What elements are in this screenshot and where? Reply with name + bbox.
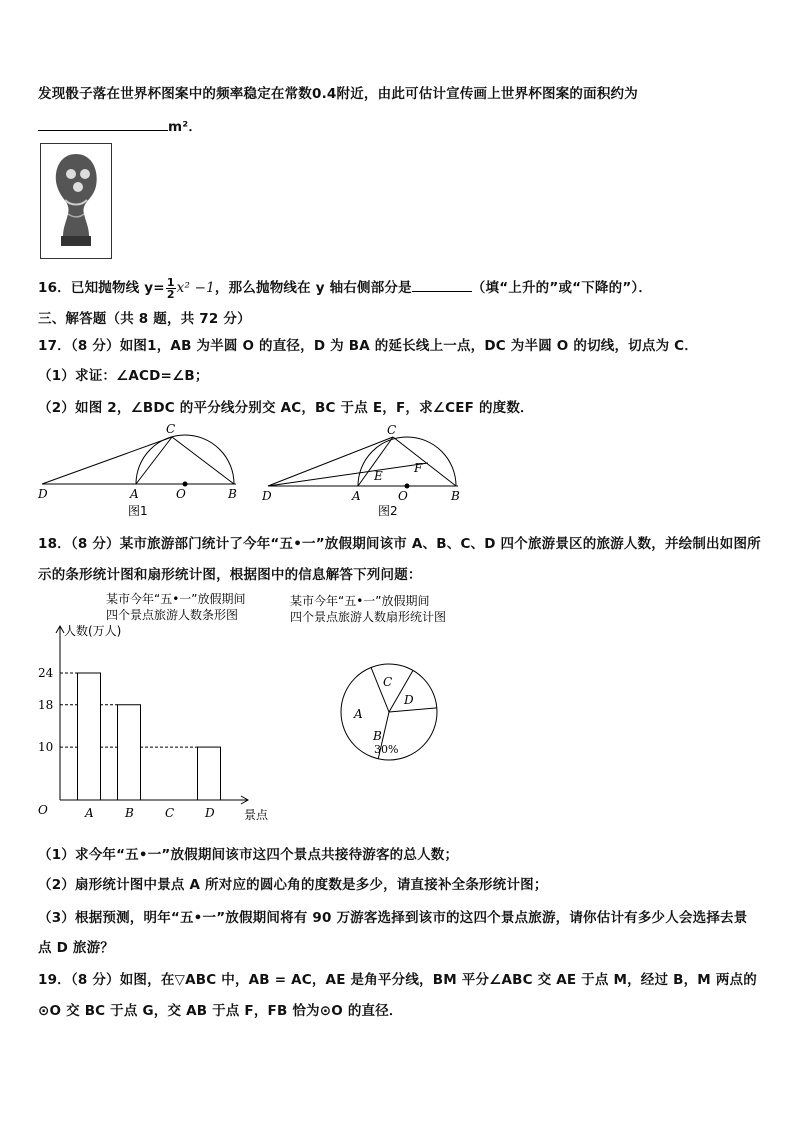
q18-part1: （1）求今年“五•一”放假期间该市这四个景点共接待游客的总人数； <box>38 847 459 863</box>
q19-line-2: ⊙O 交 BC 于点 G，交 AB 于点 F，FB 恰为⊙O 的直径． <box>38 1003 403 1019</box>
answer-blank[interactable] <box>412 291 472 292</box>
q17-part2: （2）如图 2，∠BDC 的平分线分别交 AC，BC 于点 E，F，求∠CEF 的度数． <box>38 400 534 416</box>
bar-B <box>118 705 141 800</box>
pie-chart-subtitle: 四个景点旅游人数扇形统计图 <box>290 610 447 624</box>
q16-prefix: 16．已知抛物线 y= <box>38 280 165 296</box>
bar-chart <box>34 590 294 828</box>
q16-hint: （填“上升的”或“下降的”）． <box>471 280 653 296</box>
figure-1 <box>36 420 246 520</box>
pie-chart <box>284 590 474 780</box>
x-tick-label: A <box>85 806 94 820</box>
label-b: B <box>228 487 237 501</box>
fraction <box>166 277 176 300</box>
label-e: E <box>374 469 383 483</box>
x-tick-label: D <box>205 806 215 820</box>
section-heading: 三、解答题（共 8 题，共 72 分） <box>38 311 251 327</box>
answer-blank[interactable] <box>38 130 168 131</box>
q16-text <box>38 276 652 300</box>
q15-text: 发现骰子落在世界杯图案中的频率稳定在常数0.4附近，由此可估计宣传画上世界杯图案的面积约为 <box>38 86 638 102</box>
y-axis-label: 人数(万人) <box>64 624 122 638</box>
q18-part3: （3）根据预测，明年“五•一”放假期间将有 90 万游客选择到该市的这四个景点旅游，请你估计有多少人会选择去景 <box>38 910 748 926</box>
q16-suffix: ，那么抛物线在 y 轴右侧部分是 <box>214 280 412 296</box>
q17-stem: 17．（8 分）如图1，AB 为半圆 O 的直径，D 为 BA 的延长线上一点，DC 为半圆 O 的切线，切点为 C． <box>38 338 698 354</box>
q19-line-1: 19．（8 分）如图，在▽ABC 中，AB = AC，AE 是角平分线，BM 平分∠ABC 交 AE 于点 M，经过 B，M 两点的 <box>38 972 757 988</box>
bar-chart-title: 某市今年“五•一”放假期间 <box>106 592 246 606</box>
figure-1-caption: 图1 <box>128 504 148 518</box>
pie-label-A: A <box>354 707 363 721</box>
q18-part3-cont: 点 D 旅游？ <box>38 940 115 956</box>
figure-2 <box>258 420 464 520</box>
figure-2-caption: 图2 <box>378 504 398 518</box>
x-tick-label: B <box>125 806 134 820</box>
label-f: F <box>414 461 423 475</box>
label-b: B <box>451 489 460 503</box>
q16-expression: x² −1 <box>176 280 215 296</box>
label-a: A <box>130 487 139 501</box>
label-d: D <box>38 487 48 501</box>
fraction-numerator: 1 <box>166 275 175 289</box>
q15-answer-line <box>38 115 202 135</box>
pie-annotation-B: 30% <box>374 743 399 756</box>
q18-stem-2: 示的条形统计图和扇形统计图，根据图中的信息解答下列问题： <box>38 567 422 583</box>
q15-unit: m²． <box>168 119 203 135</box>
pie-chart-title: 某市今年“五•一”放假期间 <box>290 594 430 608</box>
pie-label-B: B <box>373 729 382 743</box>
y-tick-label: 24 <box>38 666 54 680</box>
q17-part1: （1）求证：∠ACD=∠B； <box>38 368 209 384</box>
label-c: C <box>166 422 176 436</box>
pie-label-C: C <box>383 675 393 689</box>
bar-chart-subtitle: 四个景点旅游人数条形图 <box>106 608 239 622</box>
y-tick-label: 18 <box>38 697 54 712</box>
q18-stem-1: 18．（8 分）某市旅游部门统计了今年“五•一”放假期间该市 A、B、C、D 四个旅游景区的旅游人数，并绘制出如图所 <box>38 536 761 552</box>
world-cup-image <box>40 143 112 259</box>
label-a: A <box>352 489 361 503</box>
x-tick-label: C <box>165 806 175 820</box>
label-o: O <box>176 487 186 501</box>
label-o: O <box>398 489 408 503</box>
q18-part2: （2）扇形统计图中景点 A 所对应的圆心角的度数是多少，请直接补全条形统计图； <box>38 877 548 893</box>
label-d: D <box>262 489 272 503</box>
bar-D <box>198 747 221 800</box>
bar-A <box>78 673 101 800</box>
origin-label: O <box>38 803 48 817</box>
label-c: C <box>387 423 397 437</box>
pie-label-D: D <box>404 693 414 707</box>
y-tick-label: 10 <box>38 740 54 755</box>
fraction-denominator: 2 <box>166 287 175 301</box>
x-axis-label: 景点 <box>244 808 269 822</box>
